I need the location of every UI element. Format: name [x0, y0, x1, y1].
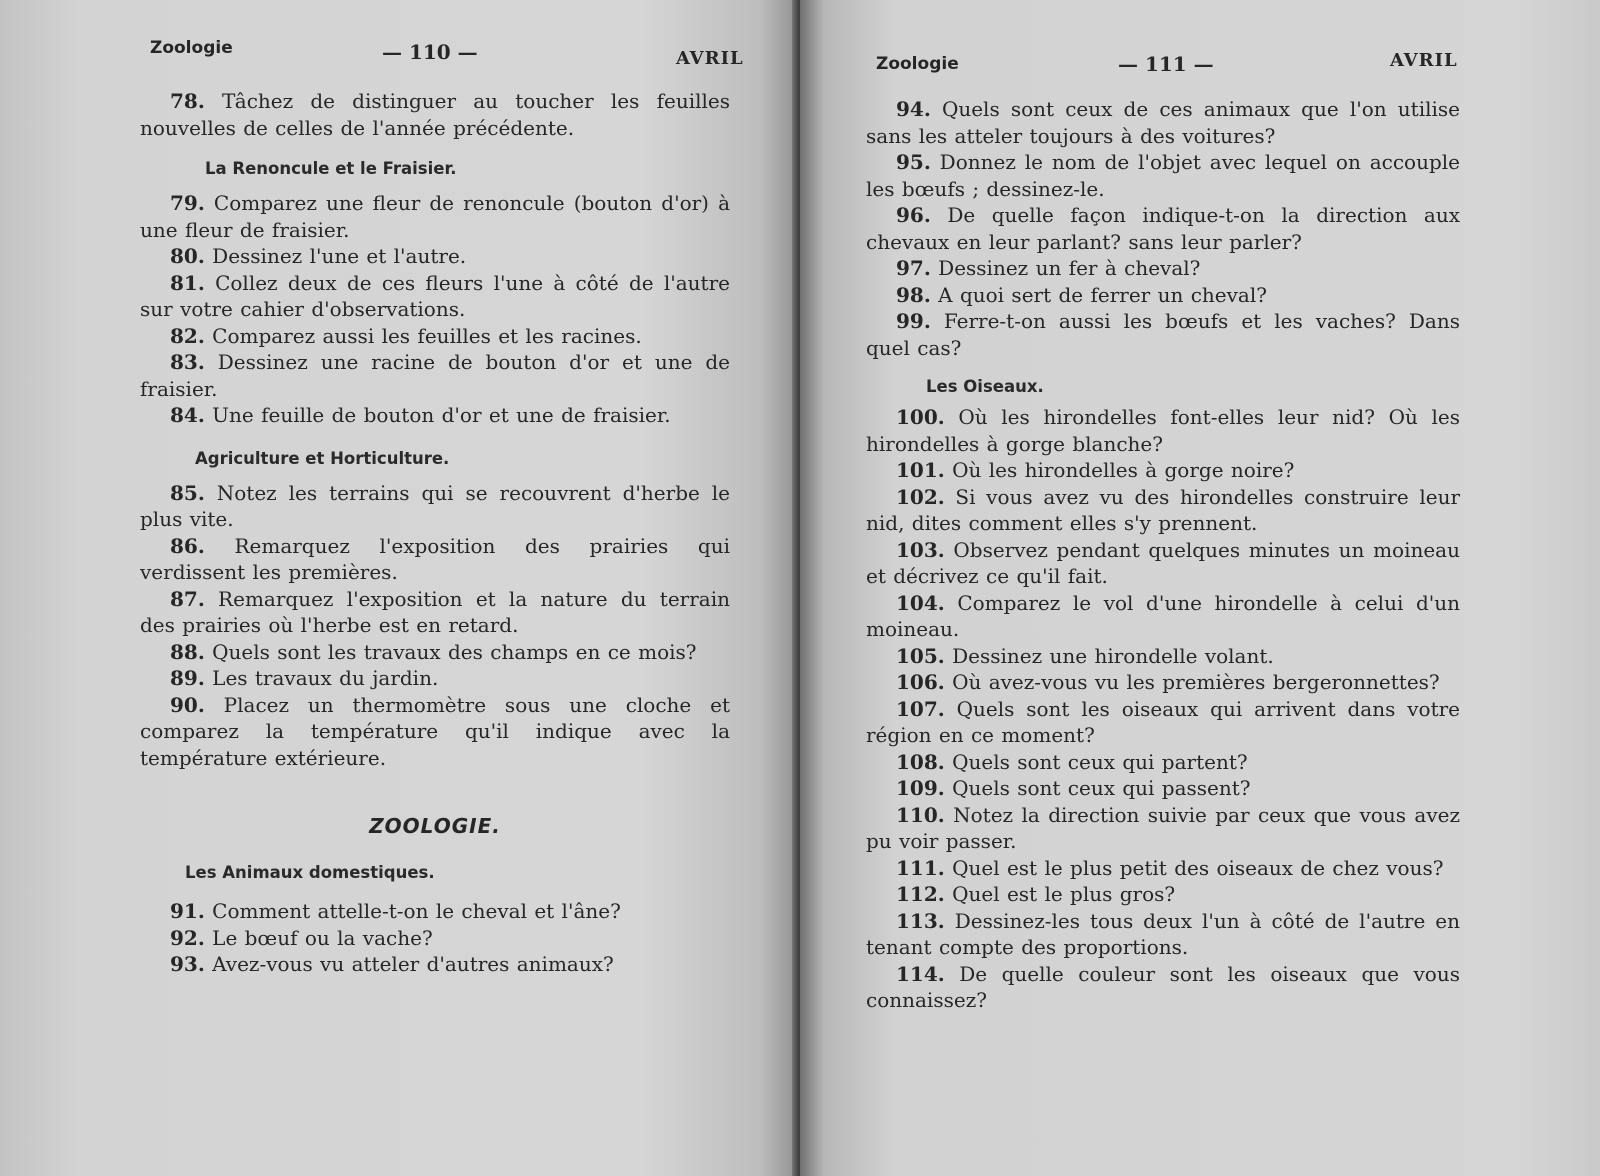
question-106: 106. Où avez-vous vu les premières bergeronnettes? — [896, 670, 1440, 694]
left-month: AVRIL — [676, 48, 744, 69]
question-105: 105. Dessinez une hirondelle volant. — [896, 643, 1274, 668]
question-101: 101. Où les hirondelles à gorge noire? — [896, 458, 1295, 482]
question-92: 92. Le bœuf ou la vache? — [170, 925, 433, 950]
heading-animaux: Les Animaux domestiques. — [185, 863, 435, 882]
right-text-column — [866, 96, 1460, 1014]
question-91: 91. Comment attelle-t-on le cheval et l'âne? — [170, 899, 621, 923]
question-80: 80. Dessinez l'une et l'autre. — [170, 244, 467, 268]
question-113: 113. Dessinez-les tous deux l'un à côté de l'autre en tenant compte des proportions. — [866, 908, 1461, 959]
right-page — [800, 0, 1600, 1176]
question-108: 108. Quels sont ceux qui partent? — [896, 749, 1248, 774]
question-111: 111. Quel est le plus petit des oiseaux de chez vous? — [896, 855, 1444, 880]
left-text-column — [140, 88, 730, 978]
question-102: 102. Si vous avez vu des hirondelles construire leur nid, dites comment elles s'y prennent. — [866, 484, 1461, 535]
question-112: 112. Quel est le plus gros? — [896, 882, 1176, 906]
question-96: 96. De quelle façon indique-t-on la direction aux chevaux en leur parlant? sans leur parler? — [866, 203, 1460, 254]
left-page-number: — 110 — — [382, 40, 478, 64]
question-109: 109. Quels sont ceux qui passent? — [896, 776, 1251, 800]
heading-oiseaux: Les Oiseaux. — [926, 377, 1044, 396]
question-81: 81. Collez deux de ces fleurs l'une à côté de l'autre sur votre cahier d'observations. — [140, 270, 730, 321]
heading-agriculture: Agriculture et Horticulture. — [195, 448, 450, 468]
question-95: 95. Donnez le nom de l'objet avec lequel on accouple les bœufs ; dessinez-le. — [866, 150, 1460, 201]
question-94: 94. Quels sont ceux de ces animaux que l'on utilise sans les atteler toujours à des voitures? — [866, 97, 1460, 148]
question-82: 82. Comparez aussi les feuilles et les racines. — [170, 323, 642, 348]
question-85: 85. Notez les terrains qui se recouvrent d'herbe le plus vite. — [140, 480, 731, 531]
heading-zoologie: ZOOLOGIE. — [369, 814, 501, 838]
heading-renoncule: La Renoncule et le Fraisier. — [205, 159, 457, 178]
question-114: 114. De quelle couleur sont les oiseaux que vous connaissez? — [866, 961, 1460, 1012]
question-89: 89. Les travaux du jardin. — [170, 666, 439, 690]
right-page-number: — 111 — — [1118, 52, 1214, 76]
question-88: 88. Quels sont les travaux des champs en ce mois? — [170, 639, 697, 664]
question-103: 103. Observez pendant quelques minutes un moineau et décrivez ce qu'il fait. — [866, 537, 1460, 588]
question-110: 110. Notez la direction suivie par ceux que vous avez pu voir passer. — [866, 802, 1460, 853]
question-79: 79. Comparez une fleur de renoncule (bouton d'or) à une fleur de fraisier. — [140, 191, 730, 242]
question-98: 98. A quoi sert de ferrer un cheval? — [896, 282, 1267, 307]
question-83: 83. Dessinez une racine de bouton d'or et une de fraisier. — [140, 350, 730, 401]
question-100: 100. Où les hirondelles font-elles leur nid? Où les hirondelles à gorge blanche? — [866, 405, 1460, 456]
right-month: AVRIL — [1390, 50, 1458, 71]
question-104: 104. Comparez le vol d'une hirondelle à celui d'un moineau. — [866, 590, 1461, 641]
question-107: 107. Quels sont les oiseaux qui arrivent dans votre région en ce moment? — [866, 696, 1460, 747]
question-90: 90. Placez un thermomètre sous une cloche et comparez la température qu'il indique avec la température extérieure. — [140, 692, 731, 770]
question-87: 87. Remarquez l'exposition et la nature du terrain des prairies où l'herbe est en retard. — [140, 586, 730, 637]
question-93: 93. Avez-vous vu atteler d'autres animaux? — [170, 952, 614, 976]
question-84: 84. Une feuille de bouton d'or et une de fraisier. — [170, 403, 671, 427]
question-97: 97. Dessinez un fer à cheval? — [896, 256, 1201, 280]
left-running-head: Zoologie — [150, 38, 233, 58]
question-78: 78. Tâchez de distinguer au toucher les feuilles nouvelles de celles de l'année précédente. — [140, 89, 730, 140]
question-99: 99. Ferre-t-on aussi les bœufs et les vaches? Dans quel cas? — [866, 309, 1460, 360]
question-86: 86. Remarquez l'exposition des prairies qui verdissent les premières. — [140, 533, 731, 584]
right-running-head: Zoologie — [876, 54, 959, 74]
